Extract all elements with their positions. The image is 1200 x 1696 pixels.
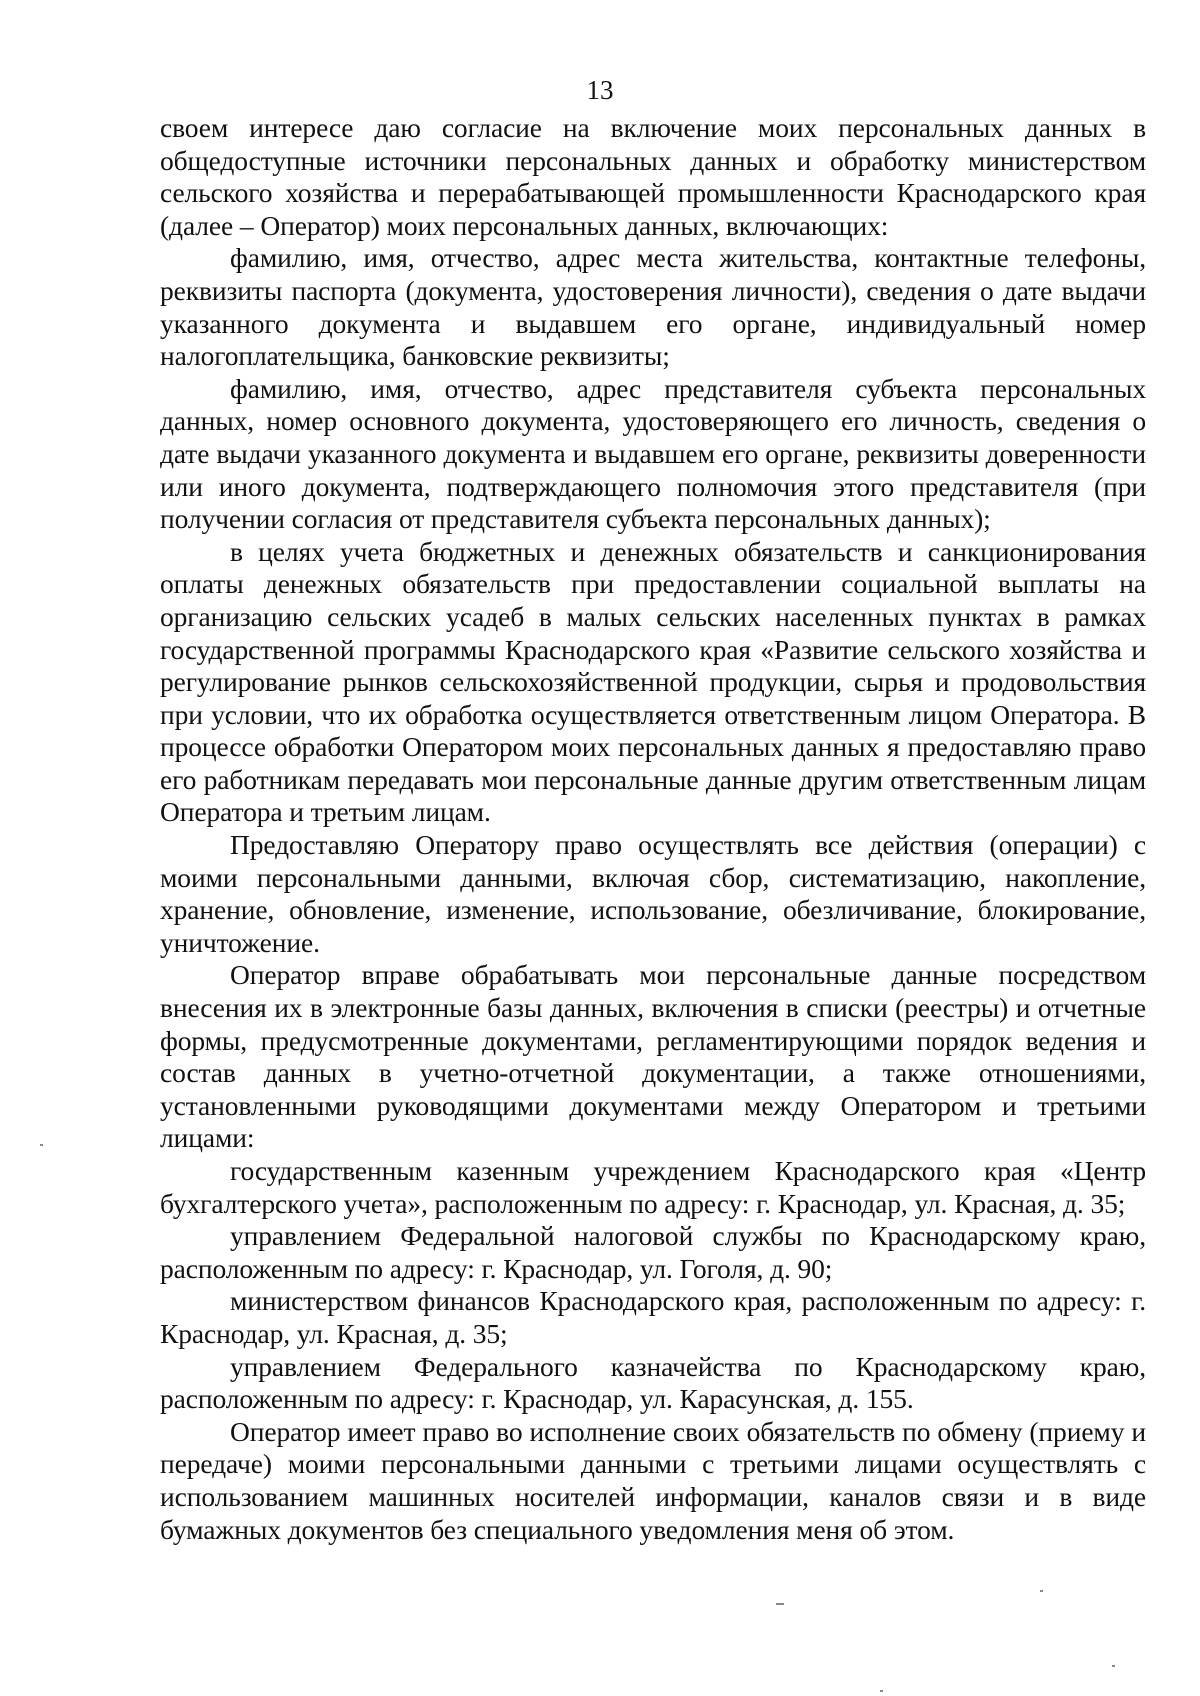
paragraph-processing-means: Оператор вправе обрабатывать мои персональные данные посредством внесения их в электронные базы данных, включения в списки (реестры) и отчетные формы, предусмотренные документами, регламентирующими порядок ведения и состав данных в учетно-отчетной документации, а также отношениями, установленными руководящими документами между Оператором и третьими лицами: bbox=[160, 959, 1146, 1154]
paragraph-representative-data: фамилию, имя, отчество, адрес представителя субъекта персональных данных, номер основного документа, удостоверяющего его личность, сведения о дате выдачи указанного документа и выдавшем его органе, реквизиты доверенности или иного документа, подтверждающего полномочия этого представителя (при получении согласия от представителя субъекта персональных данных); bbox=[160, 372, 1146, 535]
scan-speck bbox=[880, 1690, 883, 1692]
paragraph-third-party-tax: управлением Федеральной налоговой службы по Краснодарскому краю, расположенным по адресу: г. Краснодар, ул. Гоголя, д. 90; bbox=[160, 1220, 1146, 1284]
paragraph-third-party-accounting: государственным казенным учреждением Краснодарского края «Центр бухгалтерского учета», расположенным по адресу: г. Краснодар, ул. Красная, д. 35; bbox=[160, 1155, 1146, 1219]
scan-speck bbox=[1112, 1665, 1115, 1667]
paragraph-purpose: в целях учета бюджетных и денежных обязательств и санкционирования оплаты денежных обязательств при предоставлении социальной выплаты на организацию сельских усадеб в малых сельских населенных пунктах в рамках государственной программы Краснодарского края «Развитие сельского хозяйства и регулирование рынков сельскохозяйственной продукции, сырья и продовольствия при условии, что их обработка осуществляется ответственным лицом Оператора. В процессе обработки Оператором моих персональных данных я предоставляю право его работникам передавать мои персональные данные другим ответственным лицам Оператора и третьим лицам. bbox=[160, 535, 1146, 828]
paragraph-data-exchange: Оператор имеет право во исполнение своих обязательств по обмену (приему и передаче) моими персональными данными с третьими лицами осуществлять с использованием машинных носителей информации, каналов связи и в виде бумажных документов без специального уведомления меня об этом. bbox=[160, 1415, 1146, 1545]
document-body bbox=[160, 112, 1146, 1546]
paragraph-operator-rights: Предоставляю Оператору право осуществлять все действия (операции) с моими персональными данными, включая сбор, систематизацию, накопление, хранение, обновление, изменение, использование, обезличивание, блокирование, уничтожение. bbox=[160, 829, 1146, 958]
paragraph-consent-intro: своем интересе даю согласие на включение моих персональных данных в общедоступные источники персональных данных и обработку министерством сельского хозяйства и перерабатывающей промышленности Краснодарского края (далее – Оператор) моих персональных данных, включающих: bbox=[160, 112, 1146, 241]
paragraph-subject-data: фамилию, имя, отчество, адрес места жительства, контактные телефоны, реквизиты паспорта (документа, удостоверения личности), сведения о дате выдачи указанного документа и выдавшем его органе, индивидуальный номер налогоплательщика, банковские реквизиты; bbox=[160, 242, 1146, 372]
paragraph-third-party-finance: министерством финансов Краснодарского края, расположенным по адресу: г. Краснодар, ул. Красная, д. 35; bbox=[160, 1285, 1146, 1349]
scan-speck bbox=[40, 1144, 43, 1146]
paragraph-third-party-treasury: управлением Федерального казначейства по Краснодарскому краю, расположенным по адресу: г. Краснодар, ул. Карасунская, д. 155. bbox=[160, 1350, 1146, 1415]
scan-speck bbox=[1040, 1590, 1043, 1592]
page-number: 13 bbox=[586, 75, 614, 105]
scan-speck bbox=[776, 1603, 784, 1605]
